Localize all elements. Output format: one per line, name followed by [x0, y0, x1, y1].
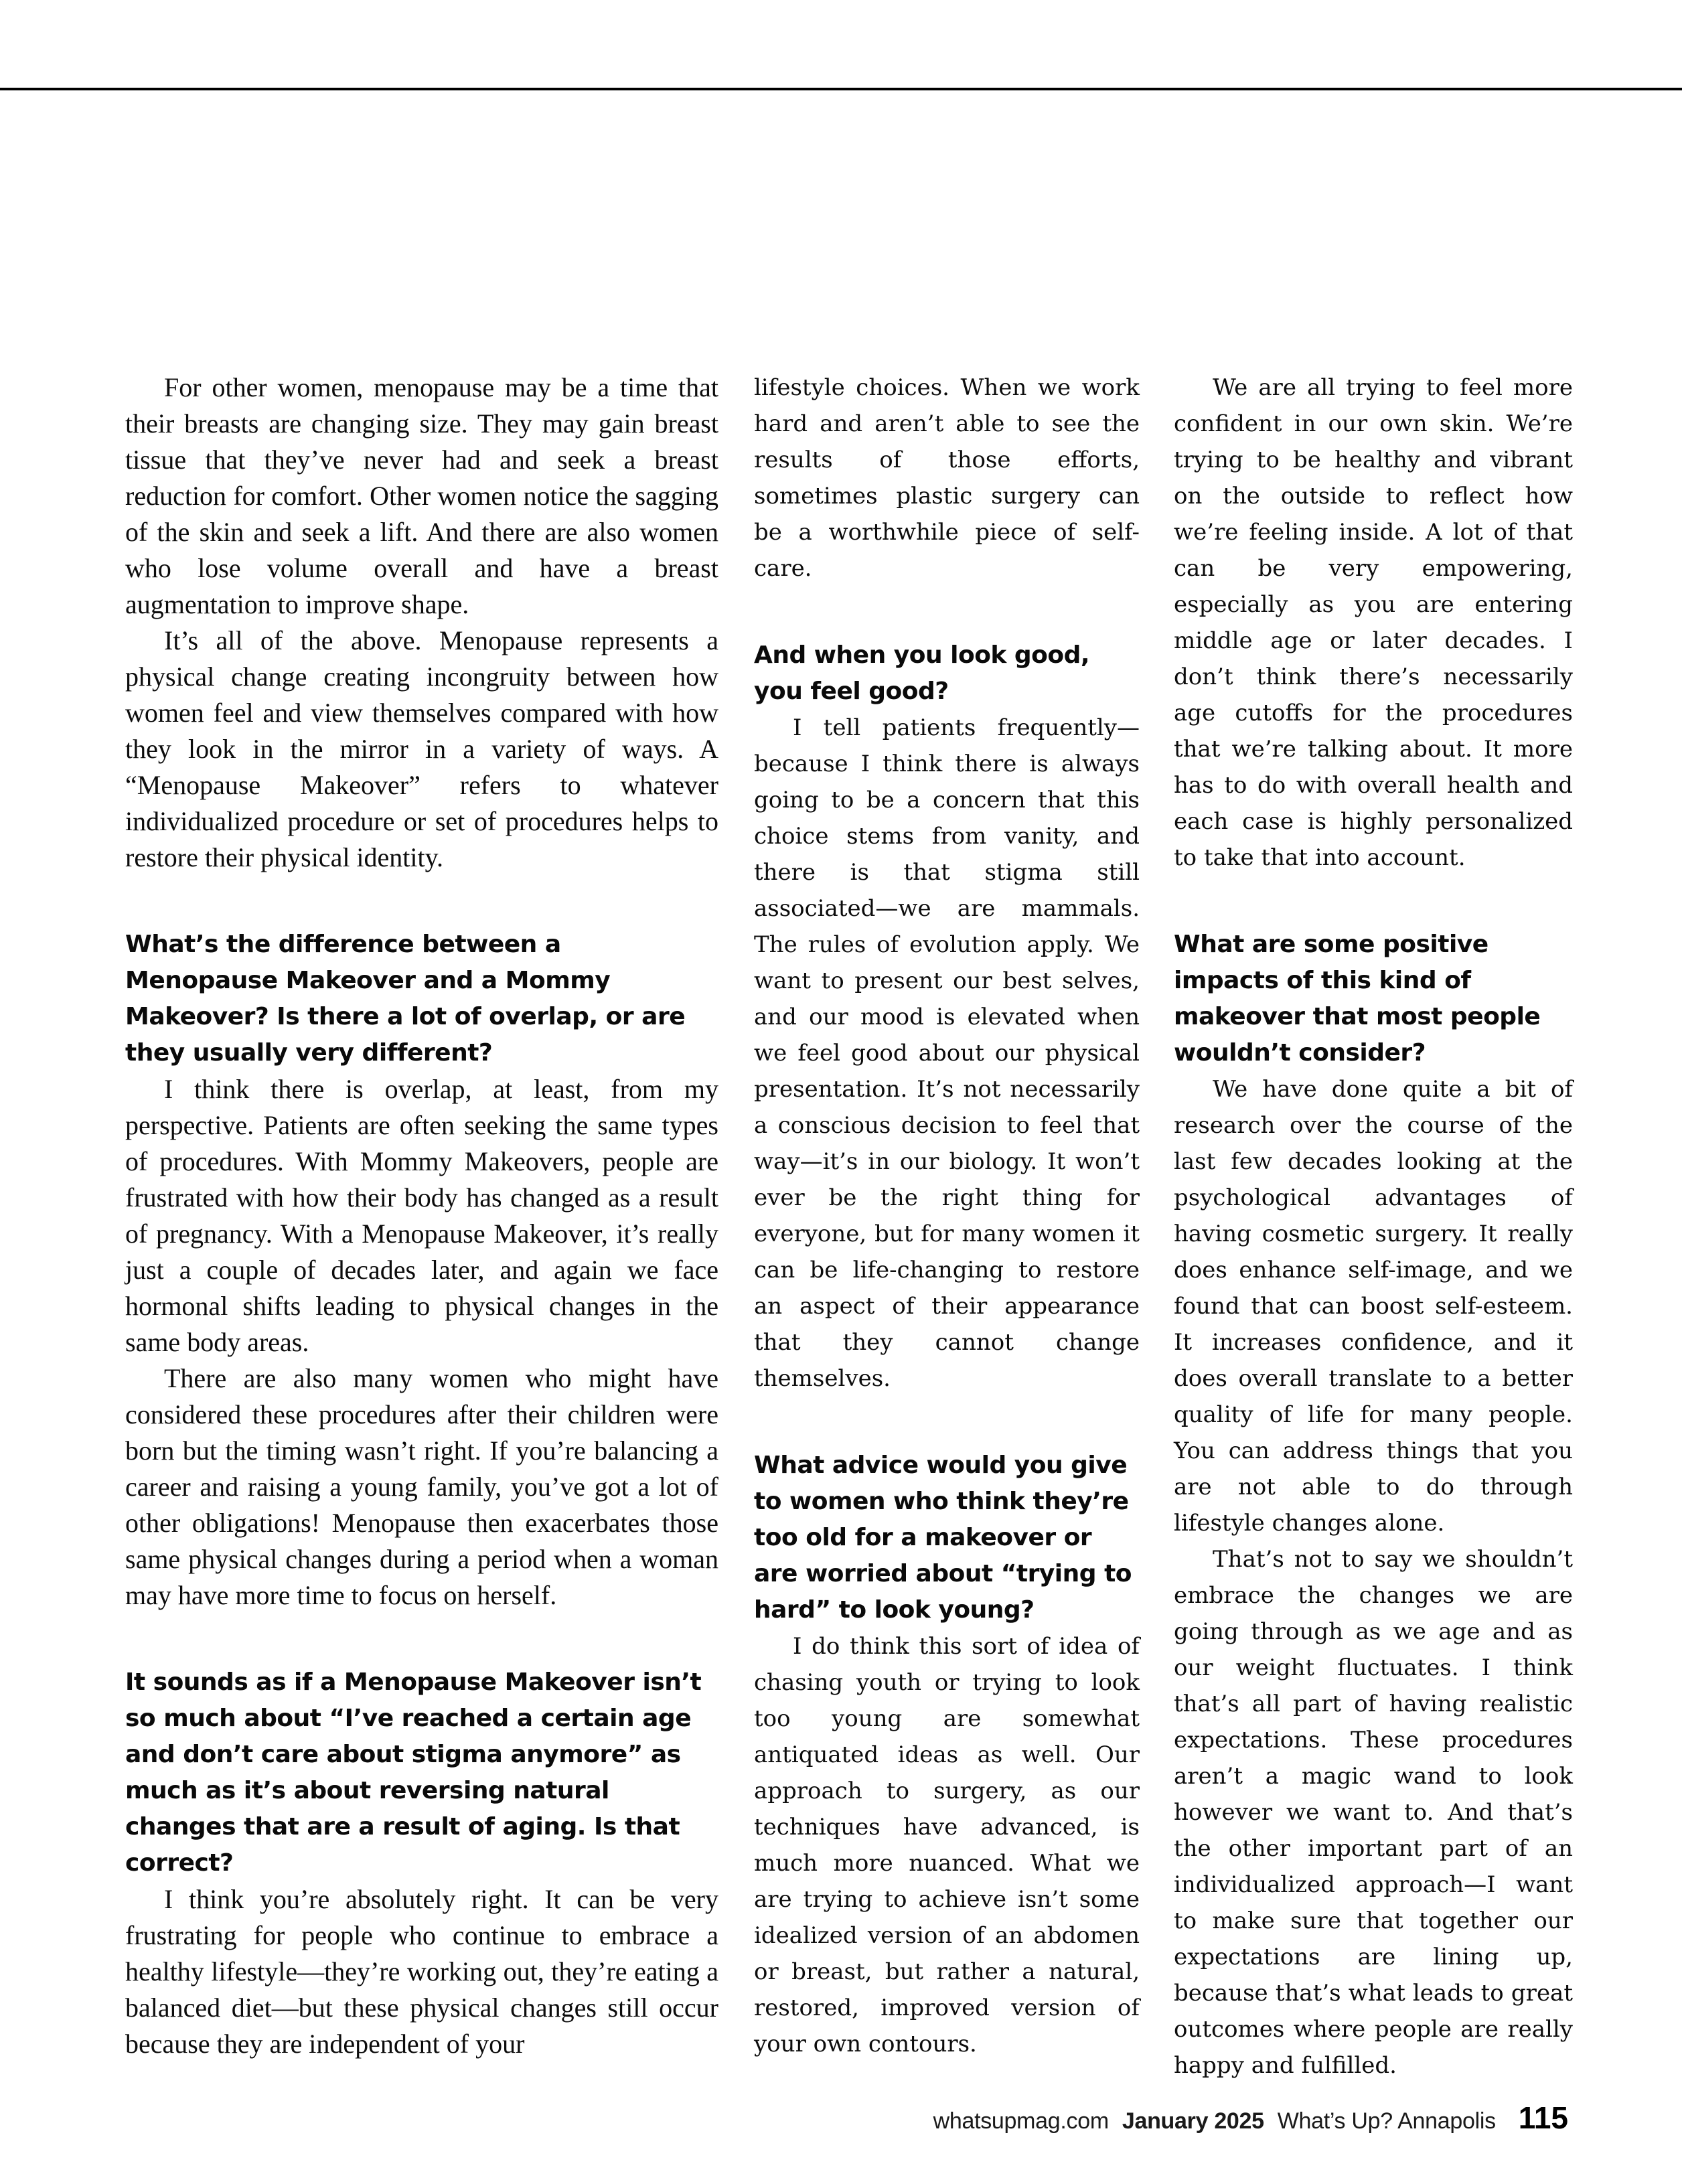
paragraph: I do think this sort of idea of chasing youth or trying to look too young are somewhat antiquated ideas as well. Our approach to surgery, as our techniques have advanced, is much more nuanced. What we are trying to achieve isn’t some idealized version of an abdomen or breast, but rather a natural, restored, improved version of your own contours.	[754, 1633, 1140, 2057]
footer-issue-date: January 2025	[1122, 2108, 1264, 2134]
question-heading: It sounds as if a Menopause Makeover isn’t so much about “I’ve reached a certain age and don’t care about stigma anymore” as much as it’s about reversing natural changes that are a result of aging. Is that correct?	[125, 1668, 702, 1877]
question-heading: What’s the difference between a Menopause Makeover and a Mommy Makeover? Is there a lot of overlap, or are they usually very different?	[125, 931, 686, 1067]
column-left	[125, 370, 718, 2062]
footer-site-url: whatsupmag.com	[933, 2108, 1109, 2134]
footer-page-number: 115	[1518, 2100, 1568, 2135]
column-right	[1174, 370, 1573, 2084]
question-heading: What are some positive impacts of this kind of makeover that most people wouldn’t consider?	[1174, 931, 1541, 1067]
paragraph: We have done quite a bit of research over the course of the last few decades looking at the psychological advantages of having cosmetic surgery. It really does enhance self-image, and we found that can boost self-esteem. It increases confidence, and it does overall translate to a better quality of life for many people. You can address things that you are not able to do through lifestyle changes alone.	[1174, 1076, 1573, 1537]
question-heading: And when you look good, you feel good?	[754, 641, 1090, 705]
column-middle	[754, 370, 1140, 2062]
paragraph: We are all trying to feel more confident in our own skin. We’re trying to be healthy and vibrant on the outside to reflect how we’re feeling inside. A lot of that can be very empowering, especially as you are entering middle age or later decades. I don’t think there’s necessarily age cutoffs for the procedures that we’re talking about. It more has to do with overall health and each case is highly personalized to take that into account.	[1174, 374, 1573, 871]
top-horizontal-rule	[0, 88, 1682, 90]
paragraph: I tell patients frequently—because I think there is always going to be a concern that this choice stems from vanity, and there is that stigma still associated—we are mammals. The rules of evolution apply. We want to present our best selves, and our mood is elevated when we feel good about our physical presentation. It’s not necessarily a conscious decision to feel that way—it’s in our biology. It won’t ever be the right thing for everyone, but for many women it can be life-changing to restore an aspect of their appearance that they cannot change themselves.	[754, 714, 1140, 1392]
paragraph: There are also many women who might have considered these procedures after their children were born but the timing wasn’t right. If you’re balancing a career and raising a young family, you’ve got a lot of other obligations! Menopause then exacerbates those same physical changes during a period when a woman may have more time to focus on herself.	[125, 1363, 718, 1610]
question-heading: What advice would you give to women who think they’re too old for a makeover or are worried about “trying to hard” to look young?	[754, 1452, 1132, 1624]
paragraph: I think you’re absolutely right. It can be very frustrating for people who continue to embrace a healthy lifestyle—they’re working out, they’re eating a balanced diet—but these physical changes still occur because they are independent of your	[125, 1884, 718, 2059]
paragraph: I think there is overlap, at least, from my perspective. Patients are often seeking the same types of procedures. With Mommy Makeovers, people are frustrated with how their body has changed as a result of pregnancy. With a Menopause Makeover, it’s really just a couple of decades later, and again we face hormonal shifts leading to physical changes in the same body areas.	[125, 1074, 718, 1357]
paragraph: For other women, menopause may be a time that their breasts are changing size. They may gain breast tissue that they’ve never had and seek a breast reduction for comfort. Other women notice the sagging of the skin and seek a lift. And there are also women who lose volume overall and have a breast augmentation to improve shape.	[125, 372, 718, 619]
paragraph: That’s not to say we shouldn’t embrace the changes we are going through as we age and as our weight fluctuates. I think that’s all part of having realistic expectations. These procedures aren’t a magic wand to look however we want to. And that’s the other important part of an individualized approach—I want to make sure that together our expectations are lining up, because that’s what leads to great outcomes where people are really happy and fulfilled.	[1174, 1546, 1573, 2079]
page-footer	[933, 2100, 1568, 2136]
paragraph: lifestyle choices. When we work hard and aren’t able to see the results of those efforts, sometimes plastic surgery can be a worthwhile piece of self-care.	[754, 374, 1140, 582]
paragraph: It’s all of the above. Menopause represents a physical change creating incongruity between how women feel and view themselves compared with how they look in the mirror in a variety of ways. A “Menopause Makeover” refers to whatever individualized procedure or set of procedures helps to restore their physical identity.	[125, 625, 718, 872]
footer-publication-name: What’s Up? Annapolis	[1277, 2108, 1496, 2134]
